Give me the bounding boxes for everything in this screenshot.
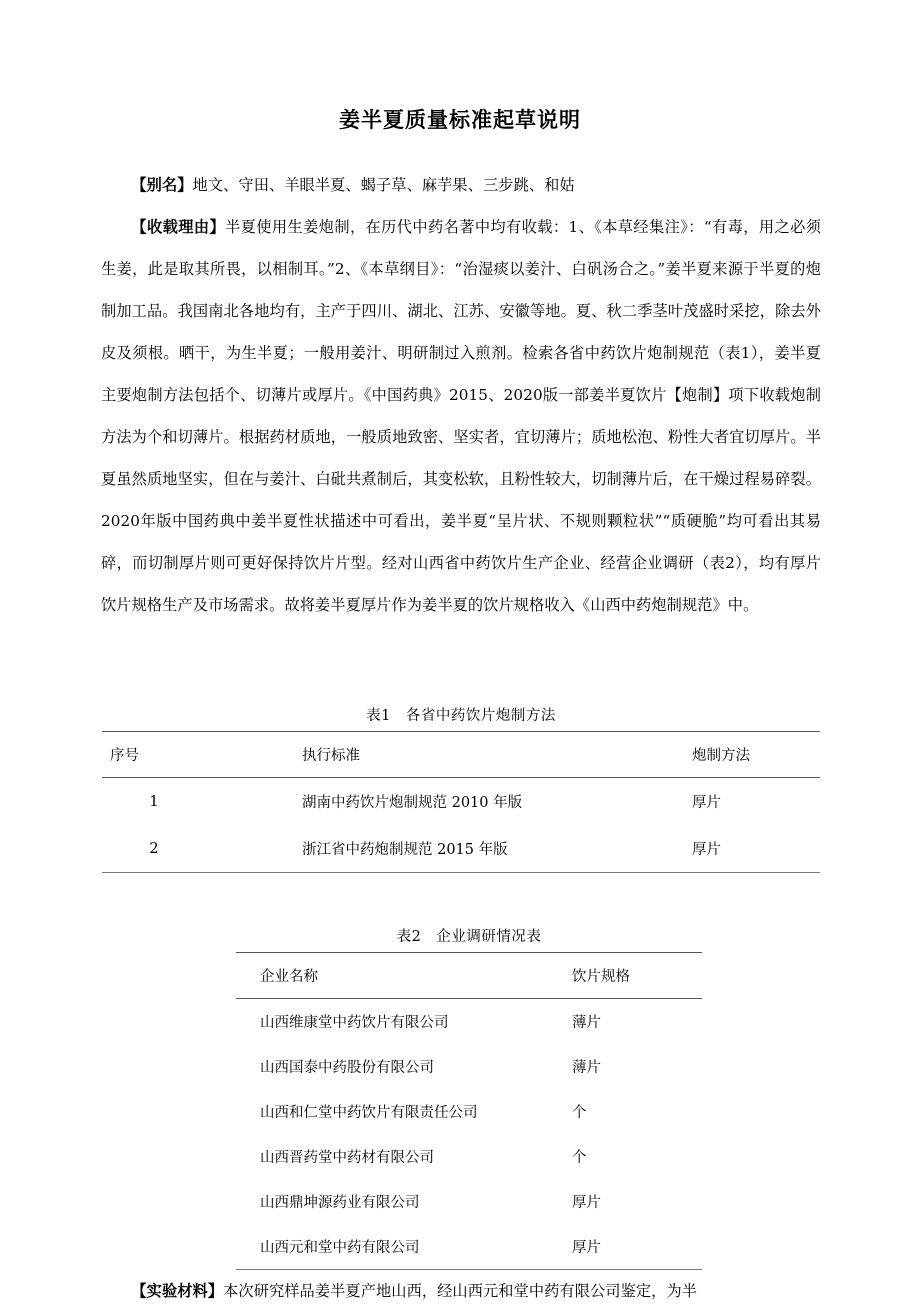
table2-cell-spec: 薄片	[572, 1060, 601, 1076]
paragraph-reason	[101, 206, 821, 626]
table1-cell-standard: 浙江省中药炮制规范 2015 年版	[206, 825, 686, 873]
table2-header-company: 企业名称	[236, 953, 566, 999]
table-row	[236, 1134, 702, 1179]
table2-header-spec: 饮片规格	[566, 953, 702, 999]
table-row	[236, 1224, 702, 1270]
alias-label: 【别名】	[131, 176, 193, 194]
material-text: 本次研究样品姜半夏产地山西，经山西元和堂中药有限公司鉴定，为半	[223, 1282, 698, 1300]
table2-cell-company: 山西维康堂中药饮片有限公司	[260, 1015, 449, 1031]
table1-container	[102, 704, 820, 873]
table1-caption: 表1 各省中药饮片炮制方法	[366, 708, 556, 724]
table2-cell-company: 山西国泰中药股份有限公司	[260, 1060, 434, 1076]
table1-cell-method: 厚片	[686, 825, 820, 873]
table1-cell-method: 厚片	[692, 795, 721, 811]
table1-header-standard: 执行标准	[206, 732, 686, 778]
paragraph-material	[101, 1270, 821, 1312]
table1-header-index: 序号	[102, 732, 206, 778]
table2-header-row	[236, 953, 702, 999]
table1-header-row	[102, 732, 820, 778]
page-title: 姜半夏质量标准起草说明	[339, 108, 581, 132]
table2-cell-company: 山西和仁堂中药饮片有限责任公司	[260, 1105, 478, 1121]
table1	[102, 731, 820, 873]
table2-caption: 表2 企业调研情况表	[396, 929, 542, 945]
table2-cell-company: 山西元和堂中药有限公司	[236, 1224, 566, 1270]
table2-cell-spec: 薄片	[572, 1015, 601, 1031]
paragraph-alias	[101, 164, 821, 206]
material-label: 【实验材料】	[131, 1282, 224, 1300]
table1-cell-standard: 湖南中药饮片炮制规范 2010 年版	[302, 795, 523, 811]
table1-cell-index: 1	[149, 793, 159, 810]
table2-cell-spec: 个	[572, 1150, 587, 1166]
reason-text: 半夏使用生姜炮制，在历代中药名著中均有收载：1、《本草经集注》：“有毒，用之必须生姜，此是取其所畏，以相制耳。”2、《本草纲目》：“治湿痰以姜汁、白矾汤合之。”姜半夏来源于半夏的炮制加工品。我国南北各地均有，主产于四川、湖北、江苏、安徽等地。夏、秋二季茎叶茂盛时采挖，除去外皮及须根。晒干，为生半夏；一般用姜汁、明研制过入煎剂。检索各省中药饮片炮制规范（表1），姜半夏主要炮制方法包括个、切薄片或厚片。《中国药典》2015、2020版一部姜半夏饮片【炮制】项下收载炮制方法为个和切薄片。根据药材质地，一般质地致密、坚实者，宜切薄片；质地松泡、粉性大者宜切厚片。半夏虽然质地坚实，但在与姜汁、白砒共煮制后，其变松软，且粉性较大，切制薄片后，在干燥过程易碎裂。2020年版中国药典中姜半夏性状描述中可看出，姜半夏“呈片状、不规则颗粒状”“质硬脆”均可看出其易碎，而切制厚片则可更好保持饮片片型。经对山西省中药饮片生产企业、经营企业调研（表2），均有厚片饮片规格生产及市场需求。故将姜半夏厚片作为姜半夏的饮片规格收入《山西中药炮制规范》中。	[101, 218, 821, 614]
reason-label: 【收载理由】	[131, 218, 226, 236]
table2-cell-company: 山西鼎坤源药业有限公司	[260, 1195, 420, 1211]
table-row	[102, 778, 820, 826]
table2-container	[236, 925, 702, 1270]
table-row	[236, 1089, 702, 1134]
table2-cell-spec: 厚片	[572, 1195, 601, 1211]
alias-text: 地文、守田、羊眼半夏、蝎子草、麻芋果、三步跳、和姑	[192, 176, 575, 194]
table2-cell-spec: 个	[572, 1105, 587, 1121]
table2-cell-spec: 厚片	[566, 1224, 702, 1270]
table1-header-method: 炮制方法	[686, 732, 820, 778]
table2	[236, 952, 702, 1270]
table-row	[236, 1179, 702, 1224]
table-row	[236, 999, 702, 1045]
table-row	[102, 825, 820, 873]
table-row	[236, 1044, 702, 1089]
table1-cell-index: 2	[102, 825, 206, 873]
table2-cell-company: 山西晋药堂中药材有限公司	[260, 1150, 434, 1166]
document-body	[99, 164, 821, 1312]
